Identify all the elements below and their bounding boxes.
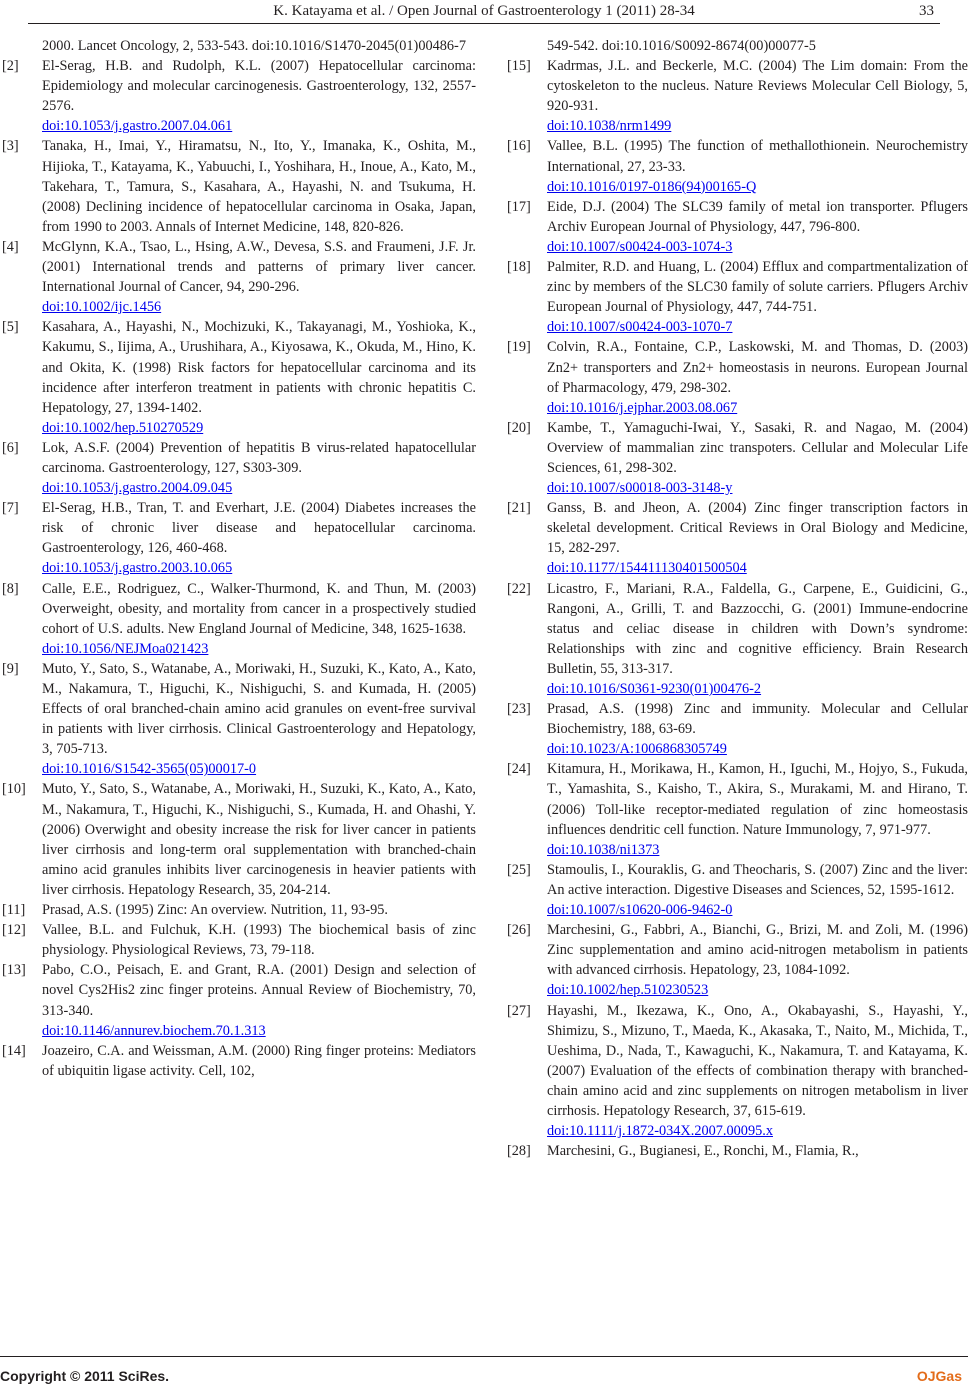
reference-number: [28] xyxy=(507,1143,531,1160)
doi-link[interactable]: doi:10.1016/S1542-3565(05)00017-0 xyxy=(42,761,257,778)
reference-text: Stamoulis, I., Kouraklis, G. and Theocharis, S. (2007) Zinc and the liver: An active interaction. Digestive Diseases and Sciences, 52, 1595-1612. xyxy=(547,861,968,898)
page-footer xyxy=(0,1356,968,1382)
reference-text: Kitamura, H., Morikawa, H., Kamon, H., Iguchi, M., Hojyo, S., Fukuda, T., Yamashita, S., Kaisho, T., Akira, S., Murakami, M. and Hirano, T. (2006) Toll-like receptor-mediated regulation of zinc homeostasis influences dendritic cell function. Nature Immunology, 7, 971-977. xyxy=(547,761,968,838)
reference-text: Joazeiro, C.A. and Weissman, A.M. (2000) Ring finger proteins: Mediators of ubiquitin ligase activity. Cell, 102, xyxy=(42,1042,476,1079)
reference-number: [25] xyxy=(507,861,531,878)
reference-text: Pabo, C.O., Peisach, E. and Grant, R.A. (2001) Design and selection of novel Cys2His2 zinc finger proteins. Annual Review of Biochemistry, 70, 313-340. xyxy=(42,962,476,1019)
reference-text: El-Serag, H.B. and Rudolph, K.L. (2007) Hepatocellular carcinoma: Epidemiology and molecular carcinogenesis. Gastroenterology, 132, 2557-2576. xyxy=(42,58,476,115)
left-column xyxy=(0,36,476,1081)
reference-item xyxy=(0,317,476,438)
reference-text: Eide, D.J. (2004) The SLC39 family of metal ion transporter. Pflugers Archiv European Journal of Physiology, 447, 796-800. xyxy=(547,198,968,235)
reference-text: Hayashi, M., Ikezawa, K., Ono, A., Okabayashi, S., Hayashi, Y., Shimizu, S., Mizuno, T., Maeda, K., Akasaka, T., Naito, M., Michida, T., Ueshima, D., Nada, T., Kawaguchi, K., Nakamura, T. and Katayama, K. (2007) Evaluation of the effects of combination therapy with branched-chain amino acid and zinc supplements on nitrogen metabolism in liver cirrhosis. Hepatology Research, 37, 615-619. xyxy=(547,1002,968,1119)
doi-link[interactable]: doi:10.1053/j.gastro.2004.09.045 xyxy=(42,480,233,497)
journal-abbrev: OJGas xyxy=(916,1368,962,1384)
reference-item xyxy=(0,56,476,136)
reference-text: Licastro, F., Mariani, R.A., Faldella, G., Carpene, E., Guidicini, G., Rangoni, A., Grilli, T. and Bazzocchi, G. (2001) Immune-endocrine status and celiac disease in children with Down’s syndrome: Relationships with zinc and cognitive efficiency. Brain Research Bulletin, 55, 313-317. xyxy=(547,580,968,677)
doi-link[interactable]: doi:10.1023/A:1006868305749 xyxy=(547,741,727,758)
reference-number: [13] xyxy=(2,962,26,979)
doi-link[interactable]: doi:10.1038/nrm1499 xyxy=(547,118,672,135)
doi-link[interactable]: doi:10.1146/annurev.biochem.70.1.313 xyxy=(42,1022,266,1039)
reference-item xyxy=(0,237,476,317)
reference-item xyxy=(505,197,968,257)
reference-number: [4] xyxy=(2,238,19,255)
reference-list xyxy=(505,56,968,1161)
reference-number: [20] xyxy=(507,419,531,436)
running-header xyxy=(0,0,968,24)
reference-item xyxy=(0,498,476,578)
page-number: 33 xyxy=(919,3,934,19)
reference-item xyxy=(505,759,968,859)
reference-number: [2] xyxy=(2,58,19,75)
reference-number: [7] xyxy=(2,500,19,517)
reference-number: [22] xyxy=(507,580,531,597)
doi-link[interactable]: doi:10.1016/S0092-8674(00)00077-5 xyxy=(601,38,816,54)
reference-number: [24] xyxy=(507,761,531,778)
doi-link[interactable]: doi:10.1016/S0361-9230(01)00476-2 xyxy=(547,681,762,697)
reference-text: Kasahara, A., Hayashi, N., Mochizuki, K., Takayanagi, M., Yoshioka, K., Kakumu, S., Iijima, A., Urushihara, A., Kiyosawa, K., Okuda, M., Hino, K. and Okita, K. (1998) Risk factors for hepatocellular carcinoma and its incidence after interferon treatment in patients with chronic hepatitis C. Hepatology, 27, 1394-1402. xyxy=(42,319,476,416)
reference-item xyxy=(505,579,968,700)
reference-number: [18] xyxy=(507,259,531,276)
reference-text: Muto, Y., Sato, S., Watanabe, A., Moriwaki, H., Suzuki, K., Kato, A., Kato, M., Nakamura, T., Higuchi, K., Nishiguchi, S., Kumada, H. and Ohashi, Y. (2006) Overwight and obesity increase the risk for liver cancer in patients liver cirrhosis and long-term oral supplementation with branched-chain amino acid granules inhibits liver carcinogenesis in heavier patients with liver cirrhosis. Hepatology Research, 35, 204-214. xyxy=(42,781,476,898)
reference-text: Kambe, T., Yamaguchi-Iwai, Y., Sasaki, R. and Nagao, M. (2004) Overview of mammalian zinc transpoters. Cellular and Molecular Life Sciences, 61, 298-302. xyxy=(547,419,968,476)
reference-number: [5] xyxy=(2,319,19,336)
running-title: K. Katayama et al. / Open Journal of Gastroenterology 1 (2011) 28-34 xyxy=(273,3,695,19)
doi-link[interactable]: doi:10.1002/hep.510230523 xyxy=(547,982,709,999)
reference-number: [8] xyxy=(2,580,19,597)
reference-text: Calle, E.E., Rodriguez, C., Walker-Thurmond, K. and Thun, M. (2003) Overweight, obesity, and mortality from cancer in a prospectively studied cohort of U.S. adults. New England Journal of Medicine, 348, 1625-1638. xyxy=(42,580,476,637)
reference-item xyxy=(0,579,476,659)
reference-number: [6] xyxy=(2,439,19,456)
doi-link[interactable]: doi:10.1002/hep.510270529 xyxy=(42,419,204,436)
reference-item xyxy=(0,1041,476,1081)
reference-number: [19] xyxy=(507,339,531,356)
reference-continuation xyxy=(0,36,476,56)
reference-number: [3] xyxy=(2,138,19,155)
reference-item xyxy=(0,779,476,900)
reference-list xyxy=(0,56,476,1081)
reference-item xyxy=(0,659,476,780)
doi-link[interactable]: doi:10.1007/s00424-003-1074-3 xyxy=(547,238,733,255)
reference-item xyxy=(0,960,476,1040)
doi-link[interactable]: doi:10.1177/154411130401500504 xyxy=(547,560,747,577)
reference-text: Kadrmas, J.L. and Beckerle, M.C. (2004) The Lim domain: From the cytoskeleton to the nucleus. Nature Reviews Molecular Cell Biology, 5, 920-931. xyxy=(547,58,968,115)
reference-item xyxy=(505,699,968,759)
reference-text: Vallee, B.L. (1995) The function of methallothionein. Neurochemistry International, 27, 23-33. xyxy=(547,138,968,175)
doi-link[interactable]: doi:10.1111/j.1872-034X.2007.00095.x xyxy=(547,1123,773,1140)
reference-number: [21] xyxy=(507,500,531,517)
reference-text: 549-542. xyxy=(547,38,599,54)
reference-number: [27] xyxy=(507,1002,531,1019)
reference-text: Marchesini, G., Fabbri, A., Bianchi, G., Brizi, M. and Zoli, M. (1996) Zinc supplementation and amino acid-nitrogen metabolism in patients with advanced cirrhosis. Hepatology, 23, 1084-1092. xyxy=(547,922,968,979)
reference-item xyxy=(505,920,968,1000)
footer-rule xyxy=(0,1356,968,1357)
reference-text: El-Serag, H.B., Tran, T. and Everhart, J.E. (2004) Diabetes increases the risk of chronic liver disease and hepatocellular carcinoma. Gastroenterology, 126, 460-468. xyxy=(42,500,476,557)
reference-text: Ganss, B. and Jheon, A. (2004) Zinc finger transcription factors in skeletal development. Critical Reviews in Oral Biology and Medicine, 15, 282-297. xyxy=(547,500,968,557)
doi-link[interactable]: doi:10.1016/S1470-2045(01)00486-7 xyxy=(251,38,466,54)
reference-number: [16] xyxy=(507,138,531,155)
doi-link[interactable]: doi:10.1016/0197-0186(94)00165-Q xyxy=(547,178,757,195)
reference-continuation xyxy=(505,36,968,56)
reference-number: [14] xyxy=(2,1042,26,1059)
doi-link[interactable]: doi:10.1056/NEJMoa021423 xyxy=(42,640,209,657)
doi-link[interactable]: doi:10.1007/s00424-003-1070-7 xyxy=(547,319,733,336)
doi-link[interactable]: doi:10.1002/ijc.1456 xyxy=(42,299,162,316)
reference-text: Tanaka, H., Imai, Y., Hiramatsu, N., Ito, Y., Imanaka, K., Oshita, M., Hijioka, T., Katayama, K., Yabuuchi, I., Yoshihara, H., Inoue, A., Kato, M., Takehara, T., Tamura, S., Kasahara, A., Hayashi, N. and Tsukuma, H. (2008) Declining incidence of hepatocellular carcinoma in Osaka, Japan, from 1990 to 2003. Annals of Internet Medicine, 148, 820-826. xyxy=(42,138,476,235)
reference-item xyxy=(0,920,476,960)
reference-text: Vallee, B.L. and Fulchuk, K.H. (1993) The biochemical basis of zinc physiology. Physiological Reviews, 73, 79-118. xyxy=(42,922,476,959)
reference-number: [26] xyxy=(507,922,531,939)
doi-link[interactable]: doi:10.1053/j.gastro.2003.10.065 xyxy=(42,560,233,577)
reference-item xyxy=(0,900,476,920)
doi-link[interactable]: doi:10.1007/s00018-003-3148-y xyxy=(547,480,733,497)
doi-link[interactable]: doi:10.1053/j.gastro.2007.04.061 xyxy=(42,118,233,135)
reference-item xyxy=(505,1001,968,1142)
doi-link[interactable]: doi:10.1038/ni1373 xyxy=(547,841,660,858)
reference-number: [15] xyxy=(507,58,531,75)
header-rule xyxy=(28,23,940,24)
reference-item xyxy=(505,337,968,417)
reference-text: Colvin, R.A., Fontaine, C.P., Laskowski, M. and Thomas, D. (2003) Zn2+ transporters and Zn2+ homeostasis in neurons. European Journal of Pharmacology, 479, 298-302. xyxy=(547,339,968,396)
reference-item xyxy=(0,136,476,236)
reference-text: Palmiter, R.D. and Huang, L. (2004) Efflux and compartmentalization of zinc by members of the SLC30 family of solute carriers. Pflugers Archiv European Journal of Physiology, 447, 744-751. xyxy=(547,259,968,316)
reference-text: McGlynn, K.A., Tsao, L., Hsing, A.W., Devesa, S.S. and Fraumeni, J.F. Jr. (2001) International trends and patterns of primary liver cancer. International Journal of Cancer, 94, 290-296. xyxy=(42,238,476,296)
reference-item xyxy=(505,56,968,136)
reference-number: [23] xyxy=(507,701,531,718)
copyright-notice: Copyright © 2011 SciRes. xyxy=(0,1368,170,1384)
doi-link[interactable]: doi:10.1007/s10620-006-9462-0 xyxy=(547,902,733,919)
reference-number: [12] xyxy=(2,922,26,939)
reference-number: [11] xyxy=(2,902,26,919)
reference-text: Marchesini, G., Bugianesi, E., Ronchi, M., Flamia, R., xyxy=(547,1143,859,1160)
reference-item xyxy=(505,136,968,196)
reference-item xyxy=(505,860,968,920)
reference-item xyxy=(505,498,968,578)
reference-item xyxy=(505,257,968,337)
reference-number: [9] xyxy=(2,660,19,677)
right-column xyxy=(505,36,968,1161)
reference-number: [10] xyxy=(2,781,26,798)
reference-text: Lok, A.S.F. (2004) Prevention of hepatitis B virus-related hapatocellular carcinoma. Gastroenterology, 127, S303-309. xyxy=(42,439,476,476)
reference-text: Muto, Y., Sato, S., Watanabe, A., Moriwaki, H., Suzuki, K., Kato, A., Kato, M., Nakamura, T., Higuchi, K., Nishiguchi, S. and Kumada, H. (2005) Effects of oral branched-chain amino acid granules on event-free survival in patients with liver cirrhosis. Clinical Gastroenterology and Hepatology, 3, 705-713. xyxy=(42,660,476,758)
doi-link[interactable]: doi:10.1016/j.ejphar.2003.08.067 xyxy=(547,399,738,416)
reference-number: [17] xyxy=(507,198,531,215)
reference-text: Prasad, A.S. (1998) Zinc and immunity. Molecular and Cellular Biochemistry, 188, 63-69. xyxy=(547,701,968,738)
reference-item xyxy=(505,1141,968,1161)
reference-text: Prasad, A.S. (1995) Zinc: An overview. Nutrition, 11, 93-95. xyxy=(42,902,388,919)
reference-text: 2000. Lancet Oncology, 2, 533-543. xyxy=(42,38,249,54)
reference-item xyxy=(0,438,476,498)
reference-item xyxy=(505,418,968,498)
